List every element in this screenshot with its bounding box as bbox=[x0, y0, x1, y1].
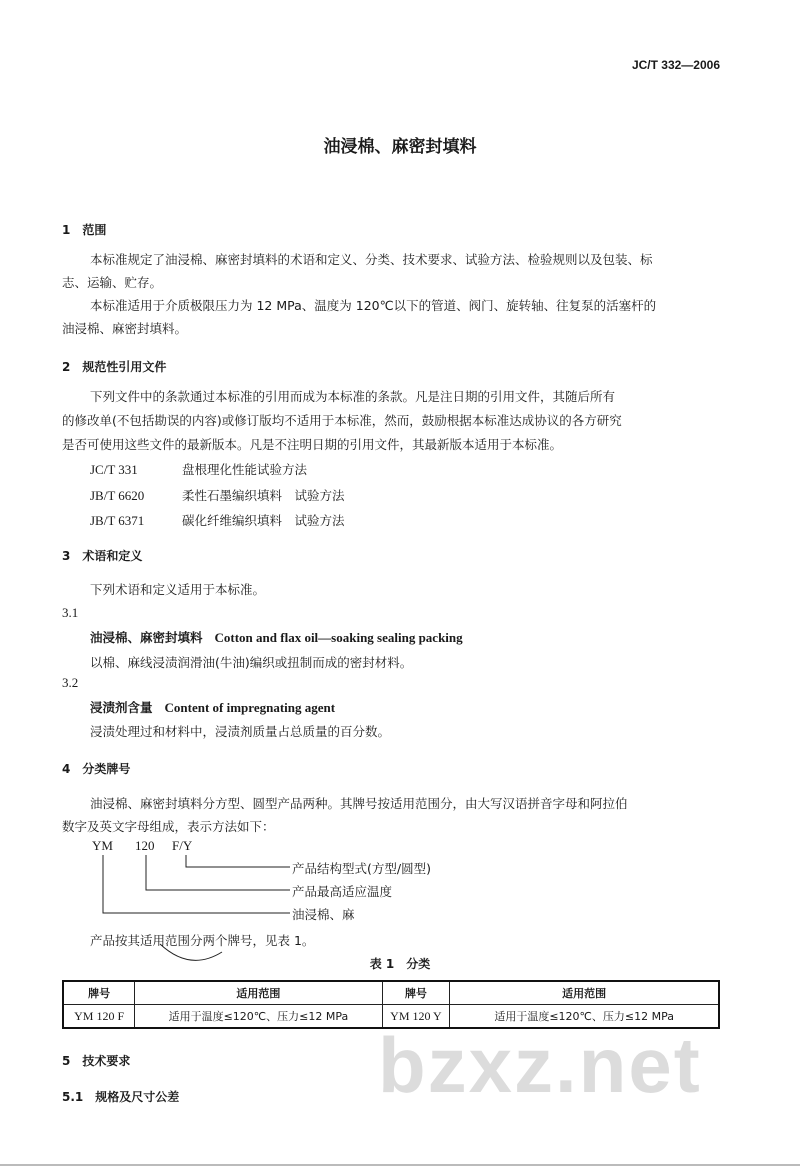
reference-title: 柔性石墨编织填料 试验方法 bbox=[182, 488, 345, 503]
code-part-temperature: 120 bbox=[135, 838, 155, 853]
section-4-para-line-2: 数字及英文字母组成，表示方法如下： bbox=[62, 819, 275, 834]
code-part-prefix: YM bbox=[92, 838, 113, 853]
section-2-para-line-3: 是否可使用这些文件的最新版本。凡是不注明日期的引用文件，其最新版本适用于本标准。 bbox=[62, 437, 563, 452]
section-5-1-heading: 5.1 规格及尺寸公差 bbox=[62, 1090, 180, 1104]
table-header-cell: 牌号 bbox=[382, 981, 450, 1005]
section-1-para-2-line-1: 本标准适用于介质极限压力为 12 MPa、温度为 120℃以下的管道、阀门、旋转轴、往复泵的活塞杆的 bbox=[90, 298, 657, 313]
table-cell-grade: YM 120 Y bbox=[382, 1005, 450, 1029]
reference-code: JB/T 6620 bbox=[90, 488, 145, 503]
table-cell-grade: YM 120 F bbox=[63, 1005, 135, 1029]
table-header-cell: 适用范围 bbox=[135, 981, 382, 1005]
term-name: 油浸棉、麻密封填料 bbox=[90, 630, 203, 645]
section-4-heading: 4 分类牌号 bbox=[62, 762, 131, 776]
code-part-structure: F/Y bbox=[172, 838, 193, 853]
standard-number: JC/T 332—2006 bbox=[631, 58, 720, 72]
table-header-cell: 牌号 bbox=[63, 981, 135, 1005]
section-1-para-1-line-1: 本标准规定了油浸棉、麻密封填料的术语和定义、分类、技术要求、试验方法、检验规则以及包装、标 bbox=[90, 252, 653, 267]
section-5-heading: 5 技术要求 bbox=[62, 1054, 131, 1068]
section-1-para-2-line-2: 油浸棉、麻密封填料。 bbox=[62, 321, 188, 336]
section-1-para-1-line-2: 志、运输、贮存。 bbox=[62, 275, 163, 290]
term-definition: 以棉、麻线浸渍润滑油(牛油)编织或扭制而成的密封材料。 bbox=[90, 655, 413, 670]
section-2-para-line-1: 下列文件中的条款通过本标准的引用而成为本标准的条款。凡是注日期的引用文件，其随后所有 bbox=[90, 389, 616, 404]
watermark: bzxz.net bbox=[378, 1021, 702, 1109]
code-label-structure: 产品结构型式(方型/圆型) bbox=[292, 861, 431, 876]
reference-code: JC/T 331 bbox=[90, 462, 138, 477]
reference-title: 盘根理化性能试验方法 bbox=[182, 462, 308, 477]
page-bottom-border bbox=[0, 1164, 800, 1166]
section-3-intro: 下列术语和定义适用于本标准。 bbox=[90, 582, 266, 597]
table-caption: 表 1 分类 bbox=[369, 957, 431, 971]
term-name: 浸渍剂含量 bbox=[90, 700, 153, 715]
table-cell-scope: 适用于温度≤120℃、压力≤12 MPa bbox=[135, 1005, 382, 1029]
term-english: Content of impregnating agent bbox=[164, 700, 336, 715]
term-number: 3.1 bbox=[62, 605, 79, 620]
section-2-heading: 2 规范性引用文件 bbox=[62, 360, 167, 374]
reference-title: 碳化纤维编织填料 试验方法 bbox=[182, 513, 345, 528]
term-number: 3.2 bbox=[62, 675, 79, 690]
table-header-row bbox=[63, 981, 719, 1005]
document-title: 油浸棉、麻密封填料 bbox=[323, 137, 477, 157]
section-4-para-line-1: 油浸棉、麻密封填料分方型、圆型产品两种。其牌号按适用范围分，由大写汉语拼音字母和阿拉伯 bbox=[90, 796, 628, 811]
code-label-material: 油浸棉、麻 bbox=[292, 907, 355, 922]
term-english: Cotton and flax oil—soaking sealing packing bbox=[214, 630, 463, 645]
section-3-heading: 3 术语和定义 bbox=[62, 549, 143, 563]
section-2-para-line-2: 的修改单(不包括勘误的内容)或修订版均不适用于本标准，然而，鼓励根据本标准达成协议的各方研究 bbox=[62, 413, 622, 428]
code-label-temperature: 产品最高适应温度 bbox=[292, 884, 393, 899]
table-header-cell: 适用范围 bbox=[450, 981, 719, 1005]
table-cell-scope: 适用于温度≤120℃、压力≤12 MPa bbox=[450, 1005, 719, 1029]
term-definition: 浸渍处理过和材料中，浸渍剂质量占总质量的百分数。 bbox=[90, 724, 391, 739]
reference-code: JB/T 6371 bbox=[90, 513, 145, 528]
table-intro: 产品按其适用范围分两个牌号，见表 1。 bbox=[90, 933, 315, 948]
section-1-heading: 1 范围 bbox=[62, 223, 107, 237]
